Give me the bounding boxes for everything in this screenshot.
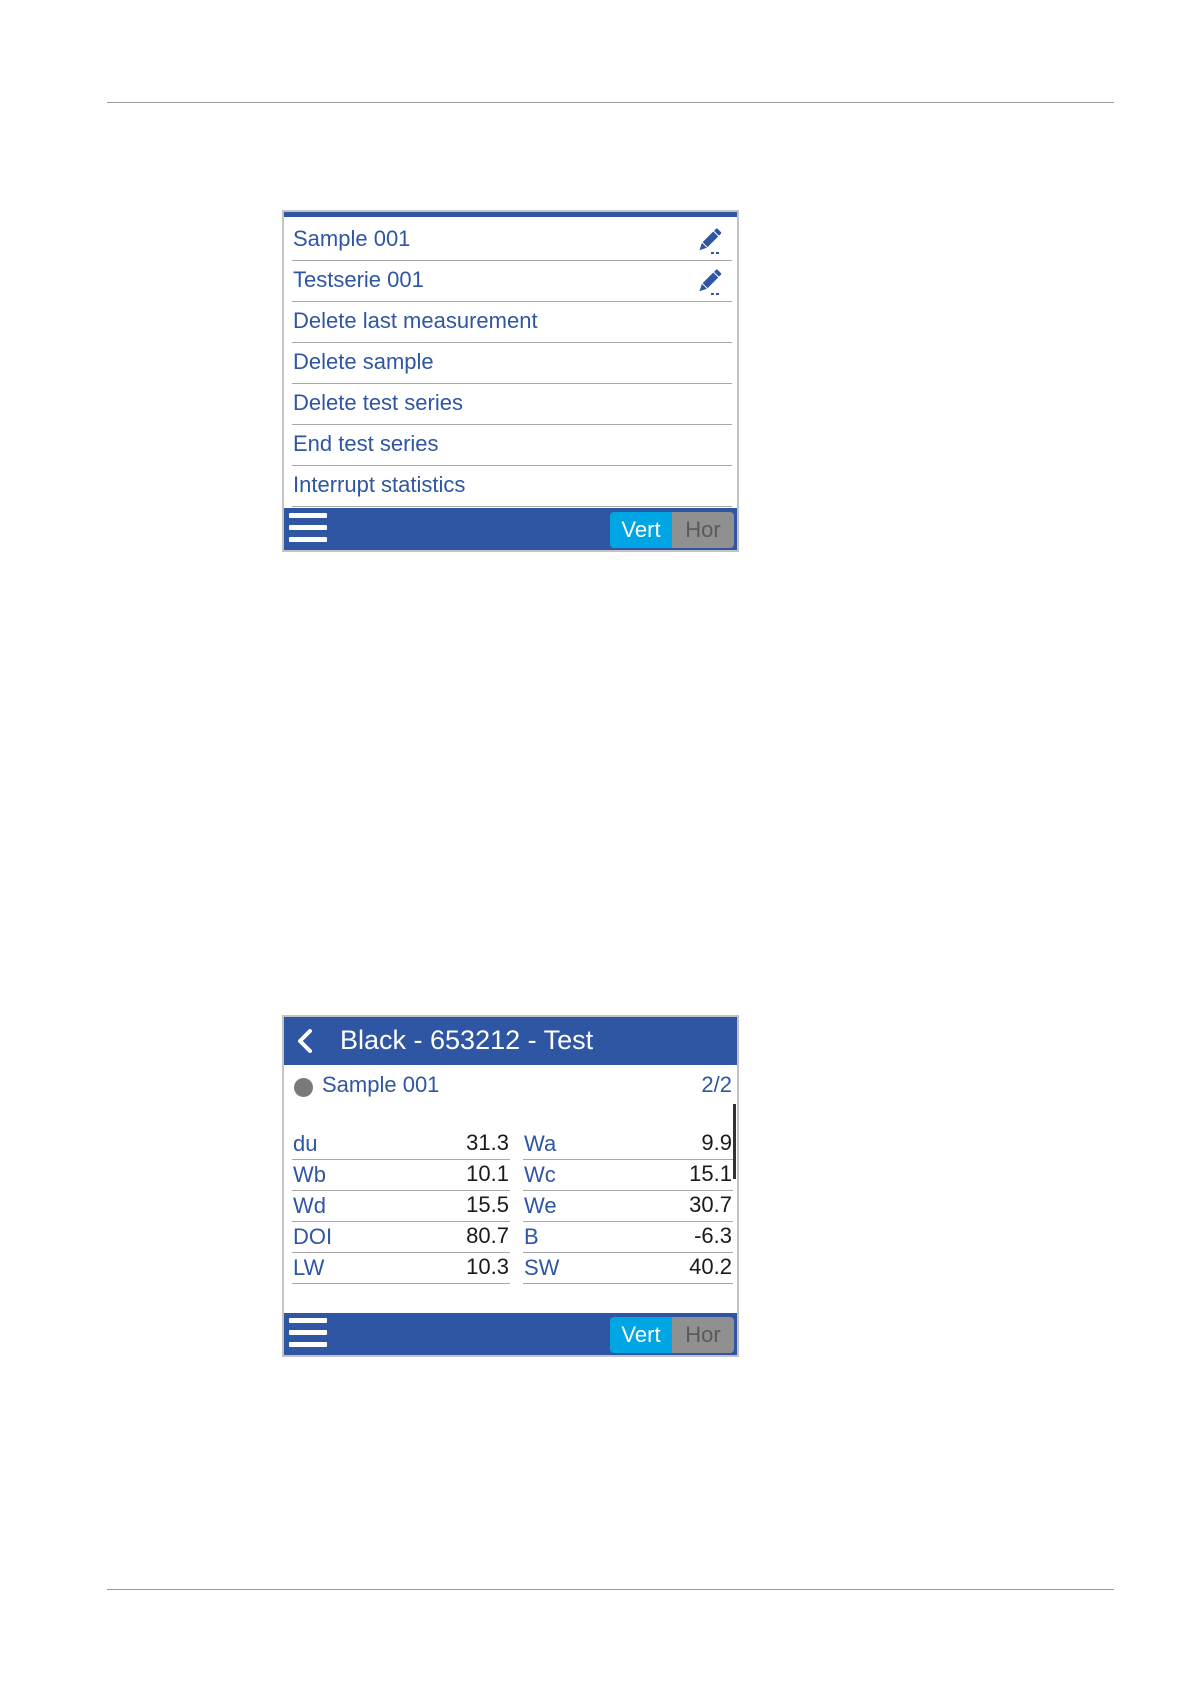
result-value: 31.3 [466,1130,509,1155]
menu-item-end-test-series[interactable] [292,425,732,466]
table-row [292,1192,732,1223]
result-cell [292,1161,510,1191]
header-bar [284,1017,737,1065]
result-value: 9.9 [701,1130,732,1155]
result-cell [523,1130,733,1160]
sample-name: Sample 001 [322,1072,440,1097]
table-row [292,1161,732,1192]
result-key: SW [524,1255,560,1280]
bottom-bar [284,508,737,550]
result-key: Wc [524,1162,556,1187]
result-value: -6.3 [694,1223,732,1248]
result-key: LW [293,1255,325,1280]
page-indicator: 2/2 [701,1072,732,1097]
menu-item-sample[interactable] [292,220,732,261]
menu-item-label: Interrupt statistics [293,472,466,497]
table-row [292,1254,732,1285]
result-key: B [524,1224,539,1249]
hor-button[interactable]: Hor [672,1317,734,1353]
edit-pencil-icon[interactable] [694,266,724,296]
result-key: du [293,1131,318,1156]
result-cell [292,1223,510,1253]
result-value: 15.1 [689,1161,732,1186]
result-key: Wb [293,1162,326,1187]
page-title: Black - 653212 - Test [340,1025,594,1055]
menu-item-label: Delete sample [293,349,434,374]
result-key: DOI [293,1224,333,1249]
bottom-bar [284,1313,737,1355]
orientation-toggle[interactable] [610,512,734,548]
sample-line [292,1072,732,1102]
menu-item-testserie[interactable] [292,261,732,302]
menu-item-delete-sample[interactable] [292,343,732,384]
chevron-left-icon[interactable] [296,1029,314,1053]
result-value: 15.5 [466,1192,509,1217]
table-row [292,1130,732,1161]
menu-item-label: End test series [293,431,439,456]
results-grid [292,1130,732,1285]
result-cell [292,1254,510,1284]
status-dot-icon [294,1078,313,1097]
result-key: Wa [524,1131,557,1156]
vert-button[interactable]: Vert [610,512,672,548]
result-value: 30.7 [689,1192,732,1217]
result-key: Wd [293,1193,326,1218]
menu-screen [282,210,739,552]
edit-pencil-icon[interactable] [694,225,724,255]
result-cell [523,1223,733,1253]
table-row [292,1223,732,1254]
result-key: We [524,1193,557,1218]
menu-item-label: Testserie 001 [293,267,424,292]
menu-item-label: Delete last measurement [293,308,538,333]
result-value: 40.2 [689,1254,732,1279]
menu-list [292,220,732,507]
result-value: 80.7 [466,1223,509,1248]
results-screen [282,1015,739,1357]
scrollbar[interactable] [733,1104,736,1179]
bottom-rule [107,1589,1114,1590]
vert-button[interactable]: Vert [610,1317,672,1353]
result-value: 10.1 [466,1161,509,1186]
result-cell [523,1254,733,1284]
orientation-toggle[interactable] [610,1317,734,1353]
top-strip [284,212,737,217]
result-value: 10.3 [466,1254,509,1279]
top-rule [107,102,1114,103]
result-cell [292,1192,510,1222]
result-cell [523,1192,733,1222]
menu-item-delete-test-series[interactable] [292,384,732,425]
menu-item-label: Sample 001 [293,226,411,251]
result-cell [292,1130,510,1160]
result-cell [523,1161,733,1191]
menu-item-label: Delete test series [293,390,463,415]
hor-button[interactable]: Hor [672,512,734,548]
hamburger-menu-icon[interactable] [289,1318,327,1350]
menu-item-interrupt-statistics[interactable] [292,466,732,507]
menu-item-delete-last-measurement[interactable] [292,302,732,343]
hamburger-menu-icon[interactable] [289,513,327,545]
